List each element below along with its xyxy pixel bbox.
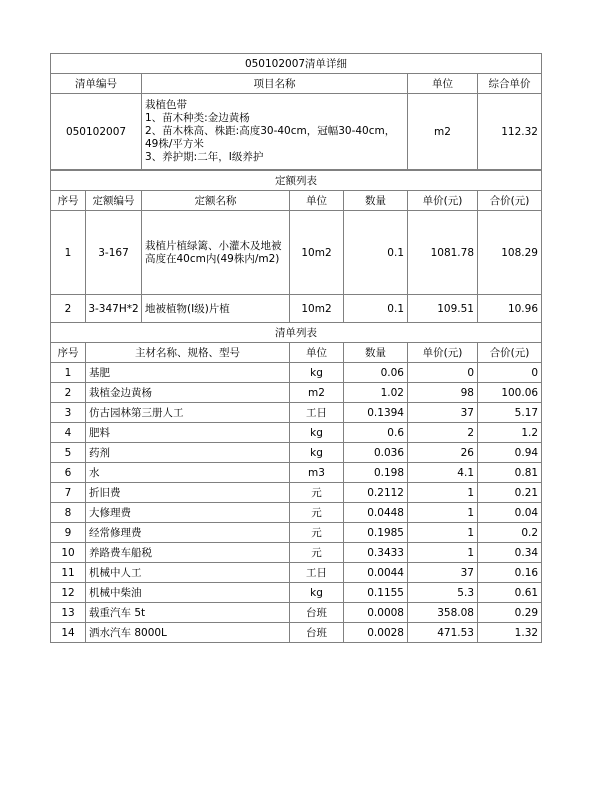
- item-price: 112.32: [478, 94, 542, 170]
- material-header-no: 序号: [51, 343, 86, 363]
- quota-table: [50, 170, 542, 323]
- quota-row-name: 地被植物(Ⅰ级)片植: [142, 295, 290, 323]
- table-row: [51, 583, 542, 603]
- item-description: [142, 94, 408, 170]
- material-row-unit: 元: [290, 503, 344, 523]
- material-row-name: 肥料: [86, 423, 290, 443]
- material-row-price: 1: [408, 543, 478, 563]
- material-row-total: 0.61: [478, 583, 542, 603]
- table-row: [51, 543, 542, 563]
- material-row-price: 1: [408, 483, 478, 503]
- material-row-name: 大修理费: [86, 503, 290, 523]
- quota-row: [51, 211, 542, 295]
- material-row-total: 5.17: [478, 403, 542, 423]
- material-row-unit: kg: [290, 443, 344, 463]
- quota-row-qty: 0.1: [344, 295, 408, 323]
- material-row-qty: 0.1155: [344, 583, 408, 603]
- item-code: 050102007: [51, 94, 142, 170]
- item-unit: m2: [408, 94, 478, 170]
- item-desc-line: 1、苗木种类:金边黄杨: [145, 112, 250, 124]
- table-row: [51, 603, 542, 623]
- material-row-no: 3: [51, 403, 86, 423]
- title-row: [51, 54, 542, 74]
- material-row-total: 0.04: [478, 503, 542, 523]
- material-row-price: 2: [408, 423, 478, 443]
- table-row: [51, 563, 542, 583]
- material-section-title: 清单列表: [51, 323, 542, 343]
- material-row-qty: 1.02: [344, 383, 408, 403]
- quota-header-qty: 数量: [344, 191, 408, 211]
- quota-header-row: [51, 191, 542, 211]
- header-row: [51, 74, 542, 94]
- material-header-price: 单价(元): [408, 343, 478, 363]
- table-row: [51, 623, 542, 643]
- table-row: [51, 483, 542, 503]
- material-row-price: 0: [408, 363, 478, 383]
- header-unit: 单位: [408, 74, 478, 94]
- material-row-price: 4.1: [408, 463, 478, 483]
- material-row-total: 1.2: [478, 423, 542, 443]
- material-row-qty: 0.0008: [344, 603, 408, 623]
- material-row-name: 养路费车船税: [86, 543, 290, 563]
- material-row-unit: 台班: [290, 623, 344, 643]
- material-row-qty: 0.3433: [344, 543, 408, 563]
- item-desc-line: 2、苗木株高、株距:高度30-40cm，冠幅30-40cm，49株/平方米: [145, 125, 396, 150]
- material-row-name: 药剂: [86, 443, 290, 463]
- material-row-name: 仿古园林第三册人工: [86, 403, 290, 423]
- material-row-name: 机械中人工: [86, 563, 290, 583]
- table-row: [51, 503, 542, 523]
- page-title: 050102007清单详细: [51, 54, 542, 74]
- material-row-no: 9: [51, 523, 86, 543]
- quota-row-total: 108.29: [478, 211, 542, 295]
- material-row-qty: 0.2112: [344, 483, 408, 503]
- material-row-total: 0.81: [478, 463, 542, 483]
- material-row-name: 折旧费: [86, 483, 290, 503]
- material-row-name: 水: [86, 463, 290, 483]
- material-row-no: 11: [51, 563, 86, 583]
- quota-row-total: 10.96: [478, 295, 542, 323]
- material-row-no: 14: [51, 623, 86, 643]
- quota-row-unit: 10m2: [290, 295, 344, 323]
- header-code: 清单编号: [51, 74, 142, 94]
- material-row-name: 经常修理费: [86, 523, 290, 543]
- quota-row-code: 3-347H*2: [86, 295, 142, 323]
- header-price: 综合单价: [478, 74, 542, 94]
- table-row: [51, 403, 542, 423]
- material-row-price: 471.53: [408, 623, 478, 643]
- material-row-price: 358.08: [408, 603, 478, 623]
- table-row: [51, 443, 542, 463]
- material-row-unit: 元: [290, 543, 344, 563]
- quota-header-total: 合价(元): [478, 191, 542, 211]
- table-row: [51, 463, 542, 483]
- material-row-no: 6: [51, 463, 86, 483]
- material-row-price: 37: [408, 563, 478, 583]
- item-desc-line: 栽植色带: [145, 99, 187, 111]
- material-row-qty: 0.1985: [344, 523, 408, 543]
- material-table: [50, 322, 542, 643]
- material-row-total: 0: [478, 363, 542, 383]
- material-row-no: 5: [51, 443, 86, 463]
- material-row-total: 0.34: [478, 543, 542, 563]
- quota-header-unit: 单位: [290, 191, 344, 211]
- material-row-qty: 0.0448: [344, 503, 408, 523]
- item-desc-line: 3、养护期:二年，Ⅰ级养护: [145, 151, 264, 163]
- item-summary-table: [50, 53, 542, 170]
- material-row-unit: 元: [290, 483, 344, 503]
- quota-section-title: 定额列表: [51, 171, 542, 191]
- quota-row-no: 2: [51, 295, 86, 323]
- material-row-name: 洒水汽车 8000L: [86, 623, 290, 643]
- quota-row-qty: 0.1: [344, 211, 408, 295]
- material-row-price: 98: [408, 383, 478, 403]
- material-row-total: 0.94: [478, 443, 542, 463]
- material-row-price: 1: [408, 523, 478, 543]
- material-row-no: 8: [51, 503, 86, 523]
- material-row-no: 7: [51, 483, 86, 503]
- item-row: [51, 94, 542, 170]
- material-row-no: 12: [51, 583, 86, 603]
- material-row-qty: 0.0044: [344, 563, 408, 583]
- material-row-total: 0.21: [478, 483, 542, 503]
- material-header-qty: 数量: [344, 343, 408, 363]
- material-row-total: 0.16: [478, 563, 542, 583]
- material-row-qty: 0.0028: [344, 623, 408, 643]
- material-row-unit: m2: [290, 383, 344, 403]
- material-row-price: 1: [408, 503, 478, 523]
- material-header-unit: 单位: [290, 343, 344, 363]
- quota-row-unit: 10m2: [290, 211, 344, 295]
- material-row-unit: m3: [290, 463, 344, 483]
- material-row-qty: 0.198: [344, 463, 408, 483]
- material-row-qty: 0.1394: [344, 403, 408, 423]
- material-row-name: 机械中柴油: [86, 583, 290, 603]
- material-title-row: [51, 323, 542, 343]
- header-name: 项目名称: [142, 74, 408, 94]
- material-row-no: 13: [51, 603, 86, 623]
- material-row-name: 基肥: [86, 363, 290, 383]
- material-row-name: 载重汽车 5t: [86, 603, 290, 623]
- material-row-total: 100.06: [478, 383, 542, 403]
- quota-header-name: 定额名称: [142, 191, 290, 211]
- material-row-unit: 台班: [290, 603, 344, 623]
- quota-row-price: 109.51: [408, 295, 478, 323]
- table-row: [51, 423, 542, 443]
- quota-row-no: 1: [51, 211, 86, 295]
- material-row-qty: 0.6: [344, 423, 408, 443]
- material-row-price: 26: [408, 443, 478, 463]
- material-row-no: 1: [51, 363, 86, 383]
- material-row-no: 10: [51, 543, 86, 563]
- quota-title-row: [51, 171, 542, 191]
- material-row-total: 1.32: [478, 623, 542, 643]
- material-row-unit: 工日: [290, 403, 344, 423]
- quota-header-code: 定额编号: [86, 191, 142, 211]
- material-row-price: 5.3: [408, 583, 478, 603]
- quota-row-name: 栽植片植绿篱、小灌木及地被高度在40cm内(49株内/m2): [142, 211, 290, 295]
- material-row-no: 4: [51, 423, 86, 443]
- material-header-name: 主材名称、规格、型号: [86, 343, 290, 363]
- material-header-row: [51, 343, 542, 363]
- table-row: [51, 363, 542, 383]
- table-row: [51, 383, 542, 403]
- quota-row-price: 1081.78: [408, 211, 478, 295]
- material-row-no: 2: [51, 383, 86, 403]
- material-header-total: 合价(元): [478, 343, 542, 363]
- material-row-total: 0.29: [478, 603, 542, 623]
- material-rows: [51, 363, 542, 643]
- material-row-unit: kg: [290, 423, 344, 443]
- quota-row: [51, 295, 542, 323]
- table-row: [51, 523, 542, 543]
- material-row-unit: 工日: [290, 563, 344, 583]
- material-row-name: 栽植金边黄杨: [86, 383, 290, 403]
- material-row-unit: kg: [290, 583, 344, 603]
- material-row-price: 37: [408, 403, 478, 423]
- material-row-unit: 元: [290, 523, 344, 543]
- quota-row-code: 3-167: [86, 211, 142, 295]
- quota-header-price: 单价(元): [408, 191, 478, 211]
- quota-header-no: 序号: [51, 191, 86, 211]
- material-row-qty: 0.06: [344, 363, 408, 383]
- material-row-unit: kg: [290, 363, 344, 383]
- material-row-total: 0.2: [478, 523, 542, 543]
- material-row-qty: 0.036: [344, 443, 408, 463]
